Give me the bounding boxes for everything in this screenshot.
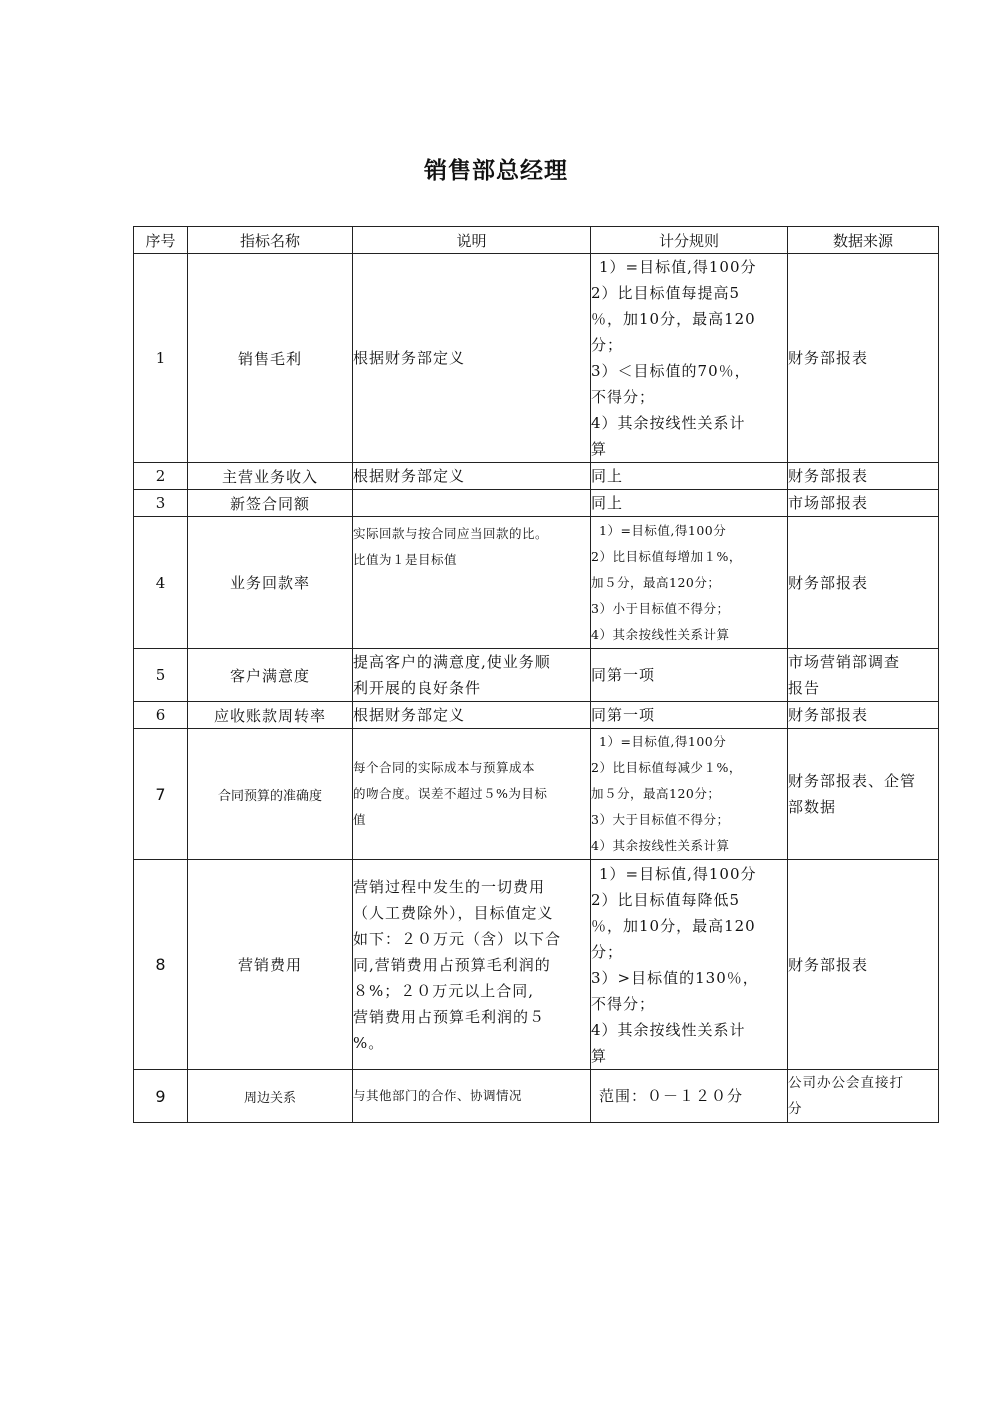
description-line: 营销费用占预算毛利润的５	[353, 1007, 546, 1026]
rule-line: 2）比目标值每降低5	[591, 890, 741, 909]
scoring-rule	[591, 702, 788, 729]
kpi-table	[133, 226, 939, 1123]
indicator-name: 主营业务收入	[188, 463, 353, 490]
indicator-description	[353, 649, 591, 702]
source-line: 市场部报表	[788, 494, 869, 512]
description-line: 营销过程中发生的一切费用	[353, 877, 546, 896]
scoring-rule	[591, 860, 788, 1070]
table-row	[134, 490, 939, 517]
data-source	[788, 702, 939, 729]
description-line: 比值为１是目标值	[353, 552, 458, 567]
rule-line: ％，加10分，最高120	[591, 916, 756, 935]
row-number: 9	[134, 1070, 188, 1123]
row-number: 5	[134, 649, 188, 702]
description-line: 的吻合度。误差不超过５%为目标	[353, 786, 548, 801]
table-row	[134, 1070, 939, 1123]
source-line: 财务部报表	[788, 573, 869, 592]
rule-line: 2）比目标值每提高5	[591, 284, 741, 302]
scoring-rule	[591, 1070, 788, 1123]
source-line: 财务部报表	[788, 706, 869, 724]
indicator-description	[353, 702, 591, 729]
description-line: 实际回款与按合同应当回款的比。	[353, 526, 549, 541]
indicator-description	[353, 517, 591, 649]
source-line: 财务部报表	[788, 467, 869, 485]
indicator-description	[353, 254, 591, 463]
scoring-rule	[591, 254, 788, 463]
rule-line: 2）比目标值每减少１%，	[591, 760, 742, 775]
rule-line: 同第一项	[591, 706, 656, 724]
table-header-row	[134, 227, 939, 254]
rule-line: 不得分；	[591, 388, 656, 406]
description-line: 提高客户的满意度,使业务顺	[353, 653, 551, 671]
header-scoring-rule: 计分规则	[591, 227, 788, 254]
data-source	[788, 254, 939, 463]
table-row	[134, 463, 939, 490]
rule-line: 4）其余按线性关系计	[591, 414, 746, 432]
row-number: 1	[134, 254, 188, 463]
description-line: 同,营销费用占预算毛利润的	[353, 955, 551, 974]
scoring-rule	[591, 649, 788, 702]
rule-line: 3）大于目标值不得分；	[591, 812, 730, 827]
indicator-name: 销售毛利	[188, 254, 353, 463]
description-line: 值	[353, 812, 367, 827]
rule-line: 同上	[591, 467, 624, 485]
description-line: 每个合同的实际成本与预算成本	[353, 760, 536, 775]
data-source	[788, 517, 939, 649]
table-row	[134, 702, 939, 729]
indicator-name: 新签合同额	[188, 490, 353, 517]
indicator-name: 周边关系	[188, 1070, 353, 1123]
scoring-rule	[591, 517, 788, 649]
indicator-description	[353, 729, 591, 860]
source-line: 部数据	[788, 798, 837, 816]
rule-line: 算	[591, 1046, 608, 1065]
rule-line: 同上	[591, 494, 624, 512]
rule-line: 范围：０－１２０分	[599, 1087, 744, 1105]
table-row	[134, 649, 939, 702]
source-line: 市场营销部调查	[788, 653, 901, 671]
rule-line: 不得分；	[591, 994, 656, 1013]
source-line: 财务部报表、企管	[788, 772, 917, 790]
row-number: 7	[134, 729, 188, 860]
rule-line: 1）=目标值,得100分	[599, 864, 757, 883]
rule-line: 2）比目标值每增加１%，	[591, 548, 742, 564]
rule-line: 1）=目标值,得100分	[599, 522, 727, 538]
source-line: 报告	[788, 679, 821, 697]
table-row	[134, 729, 939, 860]
data-source	[788, 729, 939, 860]
indicator-name: 营销费用	[188, 860, 353, 1070]
header-description: 说明	[353, 227, 591, 254]
indicator-name: 应收账款周转率	[188, 702, 353, 729]
rule-line: 算	[591, 440, 608, 458]
source-line: 财务部报表	[788, 955, 869, 974]
description-line: 根据财务部定义	[353, 706, 466, 724]
document-title: 销售部总经理	[424, 158, 568, 184]
description-line: 利开展的良好条件	[353, 679, 482, 697]
source-line: 分	[788, 1101, 803, 1117]
data-source	[788, 860, 939, 1070]
data-source	[788, 463, 939, 490]
data-source	[788, 1070, 939, 1123]
rule-line: 分；	[591, 942, 624, 961]
rule-line: 3）小于目标值不得分；	[591, 600, 730, 616]
row-number: 3	[134, 490, 188, 517]
rule-line: 分；	[591, 336, 624, 354]
table-row	[134, 254, 939, 463]
description-line: （人工费除外），目标值定义	[353, 903, 554, 922]
description-line: ８%；２０万元以上合同,	[353, 981, 535, 1000]
header-data-source: 数据来源	[788, 227, 939, 254]
table-row	[134, 860, 939, 1070]
scoring-rule	[591, 490, 788, 517]
indicator-description	[353, 860, 591, 1070]
row-number: 8	[134, 860, 188, 1070]
source-line: 财务部报表	[788, 349, 869, 367]
scoring-rule	[591, 463, 788, 490]
scoring-rule	[591, 729, 788, 860]
description-line: 与其他部门的合作、协调情况	[353, 1088, 523, 1103]
source-line: 公司办公会直接打	[788, 1075, 904, 1091]
description-line: 根据财务部定义	[353, 349, 466, 367]
indicator-description	[353, 1070, 591, 1123]
rule-line: 4）其余按线性关系计算	[591, 626, 730, 642]
header-no: 序号	[134, 227, 188, 254]
rule-line: ％，加10分，最高120	[591, 310, 756, 328]
description-line: 根据财务部定义	[353, 467, 466, 485]
indicator-description	[353, 463, 591, 490]
indicator-name: 合同预算的准确度	[188, 729, 353, 860]
rule-line: 4）其余按线性关系计算	[591, 838, 730, 853]
indicator-name: 客户满意度	[188, 649, 353, 702]
indicator-name: 业务回款率	[188, 517, 353, 649]
rule-line: 1）=目标值,得100分	[599, 258, 757, 276]
row-number: 2	[134, 463, 188, 490]
indicator-description	[353, 490, 591, 517]
rule-line: 4）其余按线性关系计	[591, 1020, 746, 1039]
header-indicator-name: 指标名称	[188, 227, 353, 254]
description-line: 如下：２０万元（含）以下合	[353, 929, 562, 948]
rule-line: 3）＜目标值的70％，	[591, 362, 751, 380]
row-number: 4	[134, 517, 188, 649]
rule-line: 同第一项	[591, 666, 656, 684]
rule-line: 加５分，最高120分；	[591, 574, 721, 590]
data-source	[788, 490, 939, 517]
rule-line: 3）>目标值的130％，	[591, 968, 759, 987]
data-source	[788, 649, 939, 702]
row-number: 6	[134, 702, 188, 729]
rule-line: 加５分，最高120分；	[591, 786, 721, 801]
description-line: %。	[353, 1033, 385, 1052]
table-row	[134, 517, 939, 649]
rule-line: 1）=目标值,得100分	[599, 734, 727, 749]
